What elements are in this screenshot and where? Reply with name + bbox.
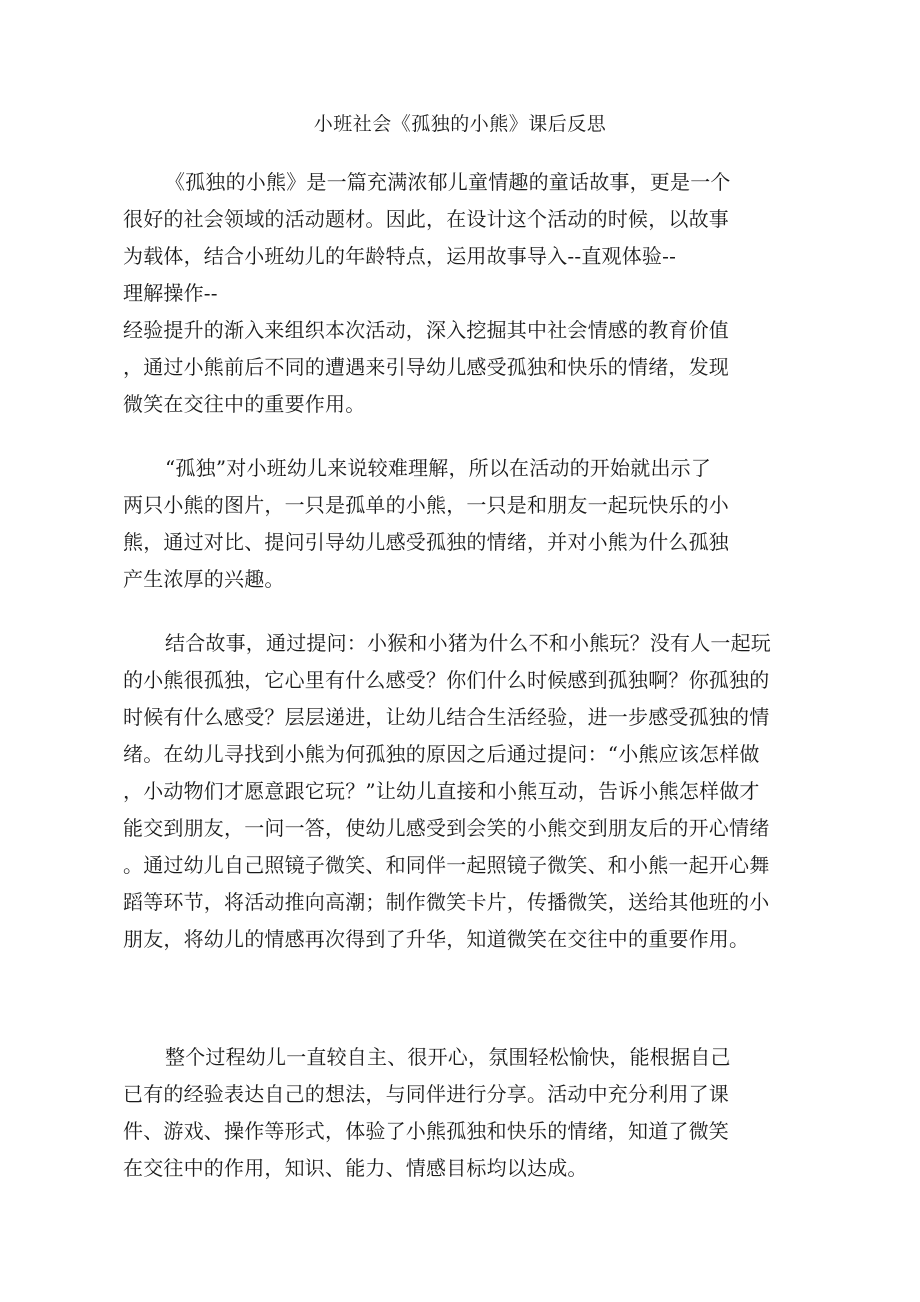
paragraph-line: 结合故事，通过提问：小猴和小猪为什么不和小熊玩？没有人一起玩 [165, 631, 771, 655]
paragraph-line: 微笑在交往中的重要作用。 [123, 392, 366, 416]
paragraph-line: 件、游戏、操作等形式，体验了小熊孤独和快乐的情绪，知道了微笑 [123, 1119, 729, 1143]
paragraph-line: 很好的社会领域的活动题材。因此，在设计这个活动的时候，以故事 [123, 207, 729, 231]
paragraph-summary [123, 1039, 783, 1187]
paragraph-line: 已有的经验表达自己的想法，与同伴进行分享。活动中充分利用了课 [123, 1082, 729, 1106]
paragraph-line: 能交到朋友，一问一答，使幼儿感受到会笑的小熊交到朋友后的开心情绪 [123, 816, 770, 840]
paragraph-line: ，通过小熊前后不同的遭遇来引导幼儿感受孤独和快乐的情绪，发现 [123, 355, 729, 379]
document-title: 小班社会《孤独的小熊》课后反思 [313, 113, 607, 135]
paragraph-story [123, 625, 783, 958]
paragraph-line: 在交往中的作用，知识、能力、情感目标均以达成。 [123, 1156, 588, 1180]
paragraph-loneliness [123, 450, 783, 598]
paragraph-line: ，小动物们才愿意跟它玩？”让幼儿直接和小熊互动，告诉小熊怎样做才 [123, 779, 760, 803]
paragraph-line: 朋友，将幼儿的情感再次得到了升华，知道微笑在交往中的重要作用。 [123, 927, 750, 951]
paragraph-line: 整个过程幼儿一直较自主、很开心，氛围轻松愉快，能根据自己 [165, 1045, 731, 1069]
paragraph-line: 蹈等环节，将活动推向高潮；制作微笑卡片，传播微笑，送给其他班的小 [123, 890, 770, 914]
paragraph-line: “孤独”对小班幼儿来说较难理解，所以在活动的开始就出示了 [165, 456, 712, 480]
paragraph-line: 的小熊很孤独，它心里有什么感受？你们什么时候感到孤独啊？你孤独的 [123, 668, 770, 692]
paragraph-line: 理解操作-- [123, 281, 218, 305]
paragraph-line: 绪。在幼儿寻找到小熊为何孤独的原因之后通过提问：“小熊应该怎样做 [123, 742, 760, 766]
paragraph-line: 两只小熊的图片，一只是孤单的小熊，一只是和朋友一起玩快乐的小 [123, 493, 729, 517]
paragraph-line: 经验提升的渐入来组织本次活动，深入挖掘其中社会情感的教育价值 [123, 318, 729, 342]
paragraph-line: 。通过幼儿自己照镜子微笑、和同伴一起照镜子微笑、和小熊一起开心舞 [123, 853, 770, 877]
paragraph-intro [123, 164, 783, 423]
paragraph-line: 熊，通过对比、提问引导幼儿感受孤独的情绪，并对小熊为什么孤独 [123, 530, 729, 554]
paragraph-line: 《孤独的小熊》是一篇充满浓郁儿童情趣的童话故事，更是一个 [165, 170, 731, 194]
paragraph-line: 为载体，结合小班幼儿的年龄特点，运用故事导入--直观体验-- [123, 244, 677, 268]
paragraph-line: 产生浓厚的兴趣。 [123, 567, 285, 591]
paragraph-line: 时候有什么感受？层层递进，让幼儿结合生活经验，进一步感受孤独的情 [123, 705, 770, 729]
